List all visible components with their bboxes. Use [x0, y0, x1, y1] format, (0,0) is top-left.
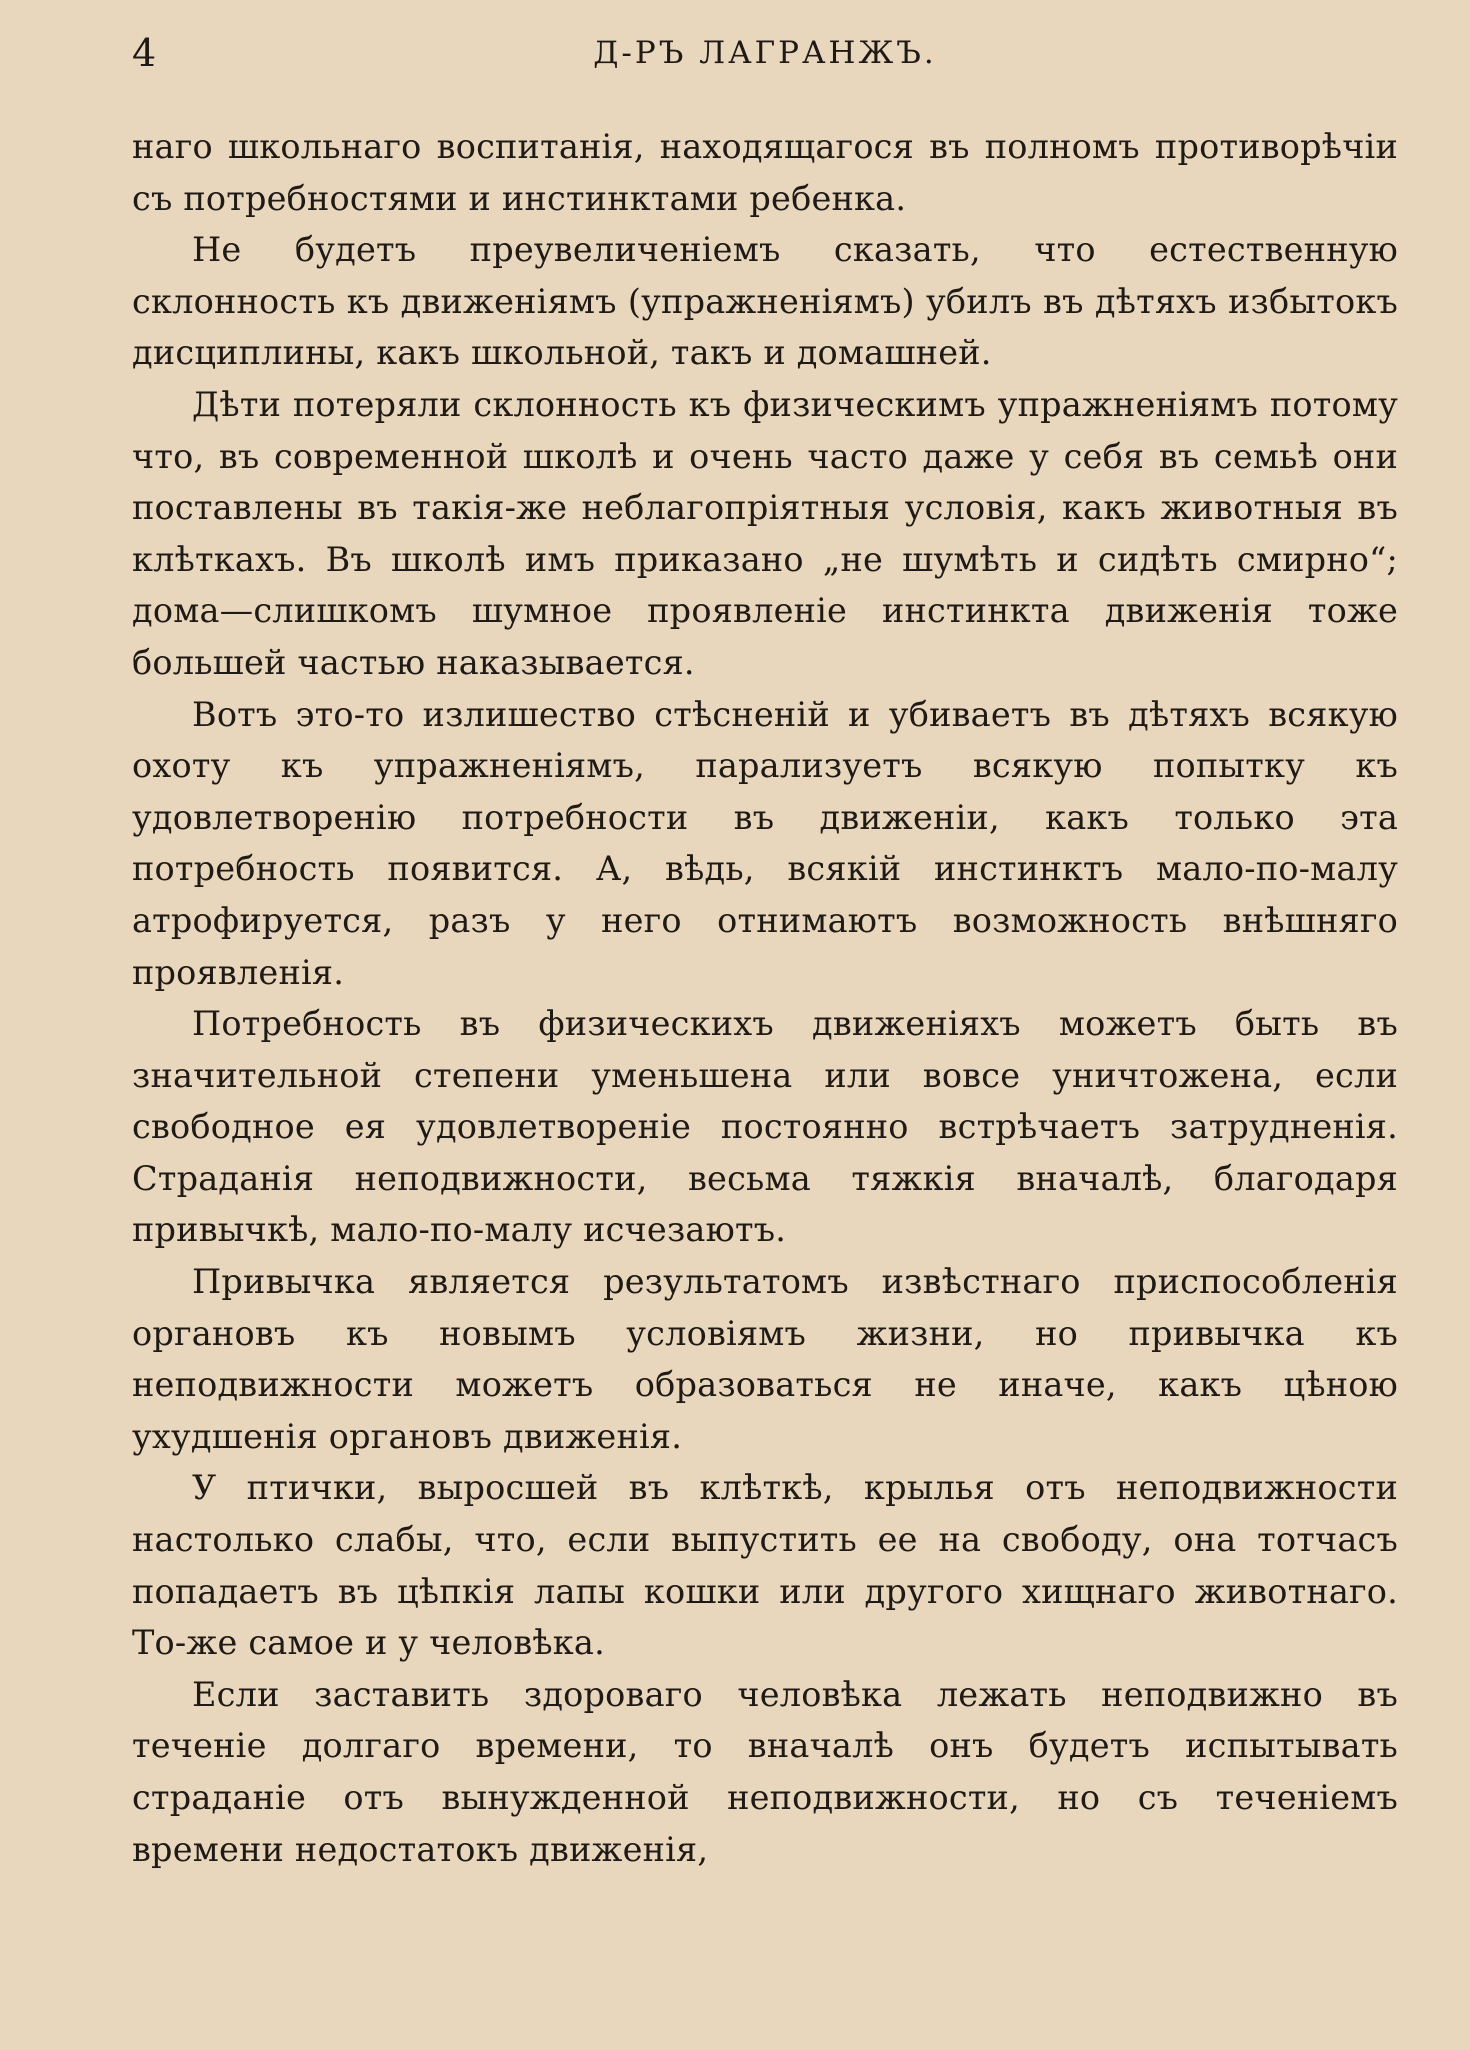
paragraph-1: наго школьнаго воспитанія, находящагося въ полномъ противорѣчіи съ потребностями и инстинктами ребенка.	[132, 127, 1398, 218]
running-head: Д-РЪ ЛАГРАНЖЪ.	[593, 35, 937, 71]
paragraph-5: Потребность въ физическихъ движеніяхъ можетъ быть въ значительной степени уменьшена или вовсе уничтожена, если свободное ея удовлетвореніе постоянно встрѣчаетъ затрудненія. Страданія неподвижности, весьма тяжкія вначалѣ, благодаря привычкѣ, мало-по-малу исчезаютъ.	[132, 1004, 1398, 1250]
paragraph-8: Если заставить здороваго человѣка лежать неподвижно въ теченіе долгаго времени, то вначалѣ онъ будетъ испытывать страданіе отъ вынужденной неподвижности, но съ теченіемъ времени недостатокъ движенія,	[132, 1674, 1398, 1869]
paragraph-7: У птички, выросшей въ клѣткѣ, крылья отъ неподвижности настолько слабы, что, если выпустить ее на свободу, она тотчасъ попадаетъ въ цѣпкія лапы кошки или другого хищнаго животнаго. То-же самое и у человѣка.	[132, 1468, 1398, 1663]
paragraph-2: Не будетъ преувеличеніемъ сказать, что естественную склонность къ движеніямъ (упражненіямъ) убилъ въ дѣтяхъ избытокъ дисциплины, какъ школьной, такъ и домашней.	[132, 230, 1398, 373]
page-number: 4	[132, 31, 157, 75]
paragraph-6: Привычка является результатомъ извѣстнаго приспособленія органовъ къ новымъ условіямъ жизни, но привычка къ неподвижности можетъ образоваться не иначе, какъ цѣною ухудшенія органовъ движенія.	[132, 1262, 1398, 1456]
paragraph-3: Дѣти потеряли склонность къ физическимъ упражненіямъ потому что, въ современной школѣ и очень часто даже у себя въ семьѣ они поставлены въ такія-же неблагопріятныя условія, какъ животныя въ клѣткахъ. Въ школѣ имъ приказано „не шумѣть и сидѣть смирно“; дома—слишкомъ шумное проявленіе инстинкта движенія тоже большей частью наказывается.	[132, 384, 1398, 682]
body-text	[132, 121, 1398, 1875]
page-header	[132, 28, 1398, 78]
paragraph-4: Вотъ это-то излишество стѣсненій и убиваетъ въ дѣтяхъ всякую охоту къ упражненіямъ, парализуетъ всякую попытку къ удовлетворенію потребности въ движеніи, какъ только эта потребность появится. А, вѣдь, всякій инстинктъ мало-по-малу атрофируется, разъ у него отнимаютъ возможность внѣшняго проявленія.	[132, 694, 1398, 992]
